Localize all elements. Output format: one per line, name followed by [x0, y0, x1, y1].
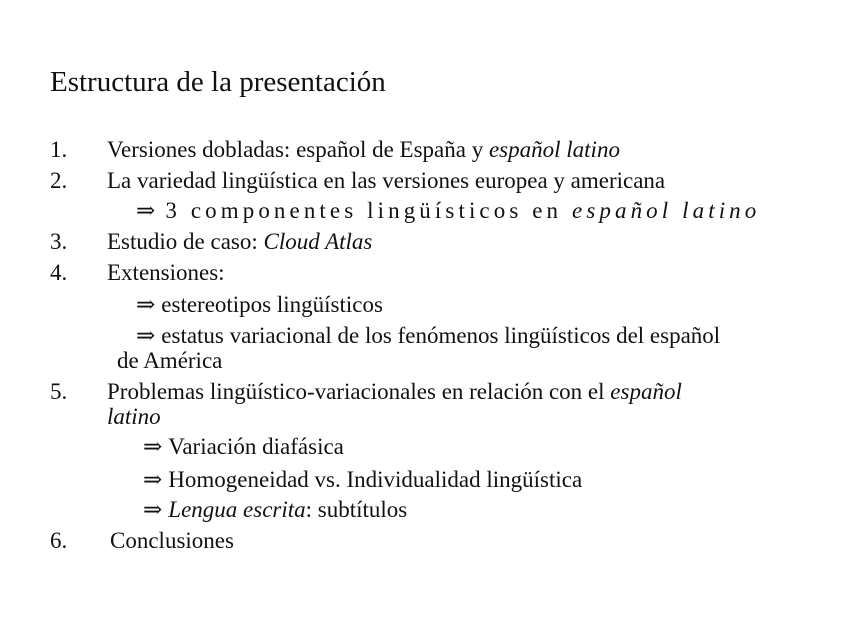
subitem-lengua-escrita	[143, 496, 407, 524]
subitem-variacion	[143, 433, 344, 461]
item-text-4: Extensiones:	[107, 260, 225, 285]
subitem-homogeneidad-text: Homogeneidad vs. Individualidad lingüística	[168, 467, 583, 492]
implies-arrow-icon: ⇒	[136, 323, 156, 348]
item-1-italic: español latino	[488, 137, 620, 162]
item-3-italic: Cloud Atlas	[263, 229, 373, 254]
item-number-3: 3.	[50, 229, 68, 254]
item-text-5	[107, 378, 682, 406]
slide-title: Estructura de la presentación	[50, 66, 386, 98]
implies-arrow-icon: ⇒	[143, 497, 163, 522]
item-1-text: Versiones dobladas: español de España y	[107, 137, 489, 162]
subitem-estatus	[136, 322, 720, 350]
item-3-text: Estudio de caso:	[107, 229, 264, 254]
item-5-continuation	[107, 403, 161, 431]
item-number-6: 6.	[50, 528, 68, 553]
subitem-estereotipos	[136, 291, 383, 319]
implies-arrow-icon: ⇒	[136, 292, 156, 317]
implies-arrow-icon: ⇒	[143, 467, 163, 492]
item-number-2: 2.	[50, 168, 68, 193]
subitem-estatus-continuation: de América	[117, 348, 223, 373]
subitem-estatus-text: estatus variacional de los fenómenos lingüísticos del español	[161, 323, 721, 348]
subitem-lengua-escrita-italic: Lengua escrita	[168, 497, 306, 522]
implies-arrow-icon: ⇒	[136, 198, 160, 223]
subitem-homogeneidad	[143, 466, 582, 494]
subitem-variacion-text: Variación diafásica	[168, 434, 344, 459]
subitem-lengua-escrita-text: : subtítulos	[305, 497, 408, 522]
item-5-italic: español	[610, 379, 682, 404]
subitem-componentes-text: 3 componentes lingüísticos en	[165, 198, 573, 223]
item-number-1: 1.	[50, 137, 68, 162]
item-text-3	[107, 228, 372, 256]
implies-arrow-icon: ⇒	[143, 434, 163, 459]
item-number-4: 4.	[50, 260, 68, 285]
subitem-componentes-italic: español latino	[572, 198, 761, 223]
item-text-6: Conclusiones	[110, 528, 234, 553]
item-5-text: Problemas lingüístico-variacionales en relación con el	[107, 379, 611, 404]
item-text-1	[107, 136, 620, 164]
item-5-continuation-italic: latino	[107, 404, 161, 429]
subitem-estereotipos-text: estereotipos lingüísticos	[161, 292, 383, 317]
item-text-2: La variedad lingüística en las versiones europea y americana	[107, 168, 666, 193]
item-number-5: 5.	[50, 379, 68, 404]
subitem-componentes	[136, 197, 760, 225]
